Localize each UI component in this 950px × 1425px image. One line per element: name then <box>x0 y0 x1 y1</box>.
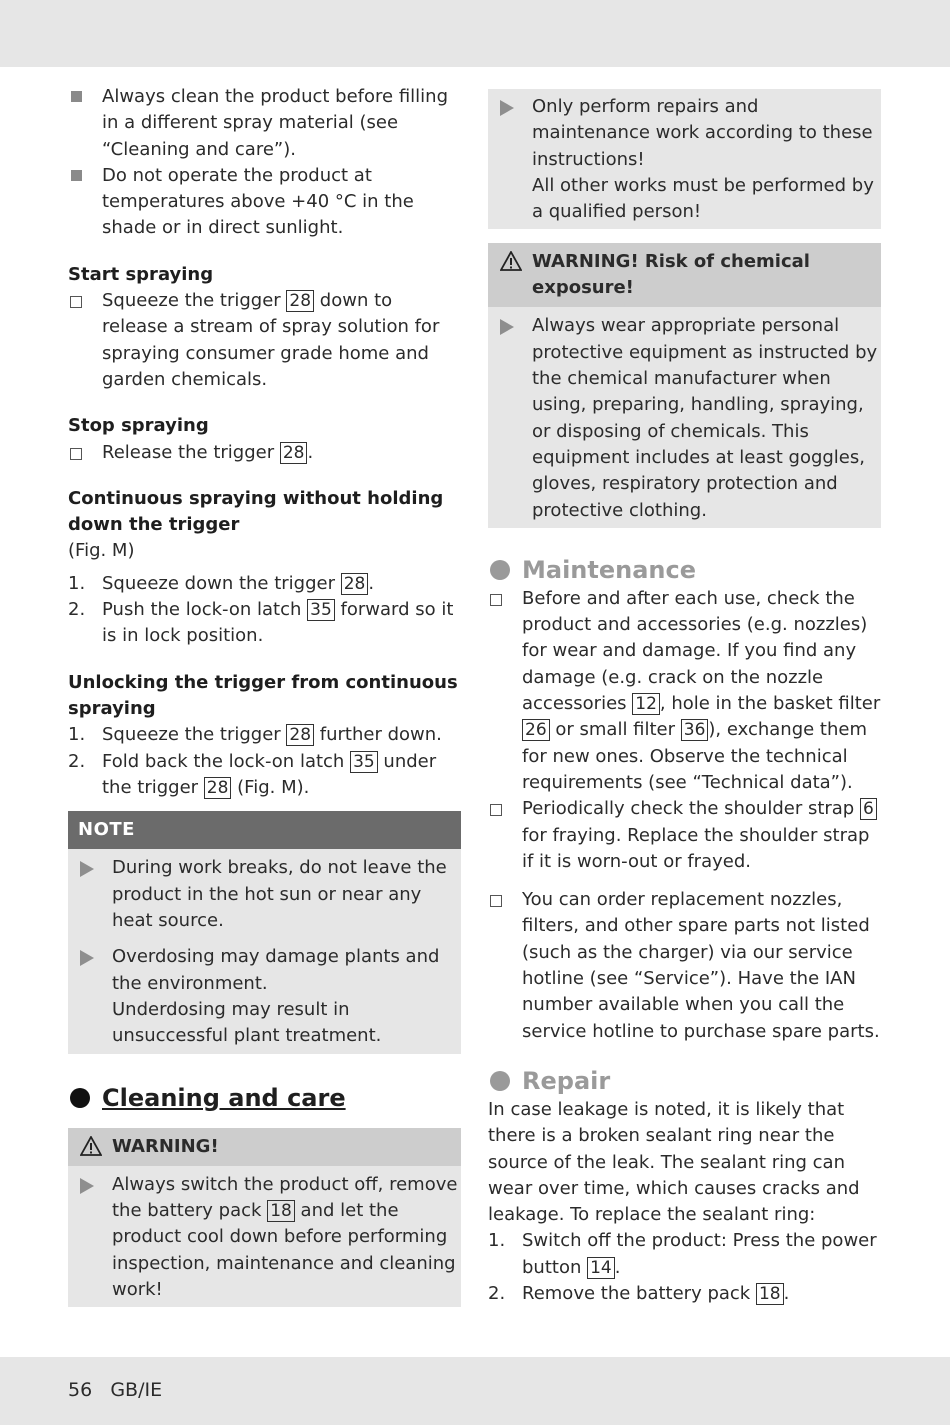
list-item: Squeeze the trigger 28 down to release a stream of spray solution for spraying consumer grade home and garden chemicals. <box>68 288 461 393</box>
warning-box <box>68 1128 461 1308</box>
list-item <box>68 84 461 163</box>
top-band <box>0 0 950 67</box>
stop-spraying-heading: Stop spraying <box>68 415 209 437</box>
note-item: During work breaks, do not leave the product in the hot sun or near any heat source. <box>68 855 461 934</box>
checkbox-bullet-icon <box>490 594 502 606</box>
checkbox-bullet-icon <box>490 804 502 816</box>
bullet-text: Always clean the product before filling in a different spray material (see “Cleaning and care”). <box>102 86 448 160</box>
bullet-dot-icon <box>70 1088 90 1108</box>
list-item: 2. Push the lock-on latch 35 forward so it is in lock position. <box>68 599 454 647</box>
cleaning-section-title: Cleaning and care <box>68 1082 461 1114</box>
warning-title: WARNING! <box>68 1128 461 1166</box>
repair-intro: In case leakage is noted, it is likely that there is a broken sealant ring near the source of the leak. The sealant ring can wear over time, which causes cracks and leakage. To replace the sealant ring: <box>488 1098 860 1226</box>
list-item: Before and after each use, check the product and accessories (e.g. nozzles) for wear and damage. If you find any damage (e.g. crack on the nozzle accessories 12 , hole in the basket filter 26 or small filter 36 ), exchange them for new ones. Observe the technical requirements (see “Technical data”). <box>488 586 881 796</box>
note-title: NOTE <box>68 811 461 849</box>
square-bullet-icon <box>71 91 82 102</box>
bullet-text: Do not operate the product at temperatures above +40 °C in the shade or in direct sunlight. <box>102 164 414 239</box>
part-ref: 36 <box>681 719 709 741</box>
page-footer <box>68 1377 162 1403</box>
part-ref: 28 <box>280 442 308 464</box>
arrow-bullet-icon <box>80 861 94 877</box>
part-ref: 18 <box>756 1283 784 1305</box>
list-item: 1. Switch off the product: Press the power button 14 . <box>488 1230 877 1278</box>
chemical-warning-box <box>488 243 881 527</box>
list-item: Periodically check the shoulder strap 6 for fraying. Replace the shoulder strap if it is worn-out or frayed. <box>488 796 881 875</box>
unlocking-heading: Unlocking the trigger from continuous spraying <box>68 671 458 719</box>
warning-item: Always switch the product off, remove the battery pack 18 and let the product cool down before performing inspection, maintenance and cleaning work! <box>68 1172 461 1303</box>
part-ref: 35 <box>307 599 335 621</box>
start-spraying-heading: Start spraying <box>68 263 214 285</box>
chemical-warning-title: WARNING! Risk of chemical exposure! <box>488 243 881 307</box>
bullet-dot-icon <box>490 560 510 580</box>
list-item <box>68 163 461 242</box>
part-ref: 18 <box>267 1200 295 1222</box>
arrow-bullet-icon <box>80 1178 94 1194</box>
continuous-spraying-heading: Continuous spraying without holding down the trigger <box>68 487 444 536</box>
note-box <box>68 811 461 1053</box>
page-number: 56 <box>68 1379 93 1401</box>
part-ref: 26 <box>522 719 550 741</box>
arrow-bullet-icon <box>500 100 514 116</box>
arrow-bullet-icon <box>500 319 514 335</box>
right-column <box>488 89 881 1307</box>
bullet-dot-icon <box>490 1071 510 1091</box>
part-ref: 28 <box>286 290 314 312</box>
list-item: 1. Squeeze down the trigger 28 . <box>68 572 375 594</box>
list-item: 2. Fold back the lock-on latch 35 under the trigger 28 (Fig. M). <box>68 750 437 798</box>
warning-triangle-icon <box>500 251 522 271</box>
left-column <box>68 84 461 1307</box>
language-code: GB/IE <box>110 1379 163 1401</box>
list-item: 1. Squeeze the trigger 28 further down. <box>68 724 442 746</box>
part-ref: 28 <box>204 777 232 799</box>
part-ref: 35 <box>350 751 378 773</box>
arrow-bullet-icon <box>80 950 94 966</box>
list-item: 2. Remove the battery pack 18 . <box>488 1282 790 1304</box>
info-item: Only perform repairs and maintenance work according to these instructions! All other works must be performed by a qualified person! <box>488 94 881 225</box>
warning-item: Always wear appropriate personal protective equipment as instructed by the chemical manufacturer when using, preparing, handling, spraying, or disposing of chemicals. This equipment includes at least goggles, gloves, respiratory protection and protective clothing. <box>488 313 881 523</box>
part-ref: 28 <box>341 573 369 595</box>
info-box <box>488 89 881 229</box>
figure-reference: (Fig. M) <box>68 540 135 562</box>
repair-section-title: Repair <box>488 1065 881 1097</box>
checkbox-bullet-icon <box>70 448 82 460</box>
part-ref: 12 <box>632 693 660 715</box>
warning-triangle-icon <box>80 1136 102 1156</box>
part-ref: 14 <box>587 1257 615 1279</box>
checkbox-bullet-icon <box>70 296 82 308</box>
checkbox-bullet-icon <box>490 895 502 907</box>
note-item: Overdosing may damage plants and the environment. Underdosing may result in unsuccessful plant treatment. <box>68 944 461 1049</box>
list-item: Release the trigger 28 . <box>68 440 461 466</box>
part-ref: 6 <box>860 798 877 820</box>
maintenance-section-title: Maintenance <box>488 554 881 586</box>
part-ref: 28 <box>286 724 314 746</box>
list-item: You can order replacement nozzles, filters, and other spare parts not listed (such as the charger) via our service hotline (see “Service”). Have the IAN number available when you call the service hotline to purchase spare parts. <box>488 887 881 1045</box>
square-bullet-icon <box>71 170 82 181</box>
